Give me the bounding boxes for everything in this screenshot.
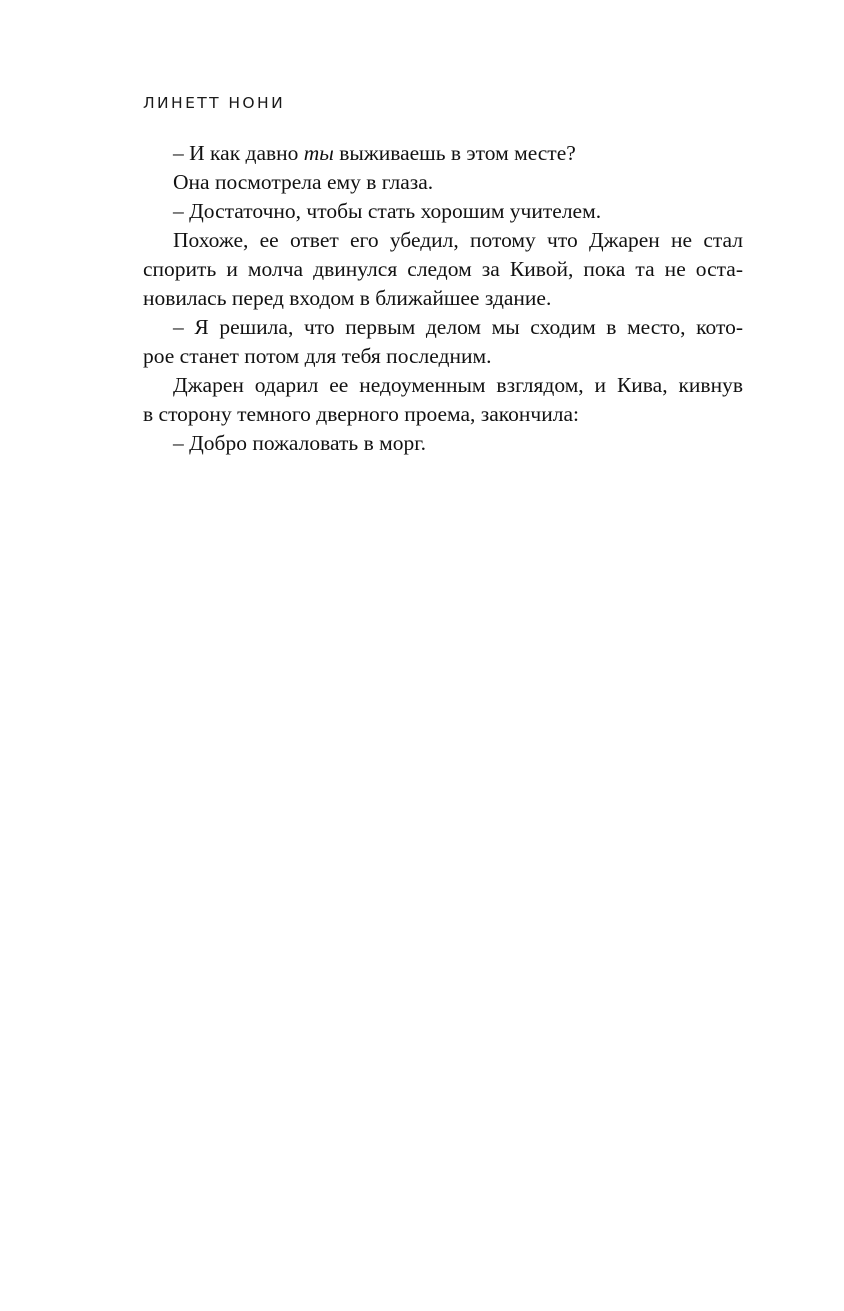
text-line — [173, 139, 576, 168]
running-header: ЛИНЕТТ НОНИ — [143, 94, 286, 112]
text-line: Она посмотрела ему в глаза. — [173, 170, 434, 194]
text-line: новилась перед входом в ближайшее здание. — [143, 286, 552, 310]
text-line: – Добро пожаловать в морг. — [173, 431, 426, 455]
text-span: – И как давно — [173, 141, 304, 165]
text-line: Похоже, ее ответ его убедил, потому что Джарен не стал — [173, 228, 743, 252]
text-line: спорить и молча двинулся следом за Кивой, пока та не оста- — [143, 257, 743, 281]
text-span: выживаешь в этом месте? — [333, 141, 576, 165]
text-line: – Я решила, что первым делом мы сходим в место, кото- — [173, 315, 743, 339]
text-line: Джарен одарил ее недоуменным взглядом, и Кива, кивнув — [173, 373, 743, 397]
text-line: – Достаточно, чтобы стать хорошим учителем. — [173, 199, 602, 223]
text-line: рое станет потом для тебя последним. — [143, 344, 492, 368]
text-line: в сторону темного дверного проема, закончила: — [143, 402, 579, 426]
emphasis-span: ты — [303, 141, 334, 165]
